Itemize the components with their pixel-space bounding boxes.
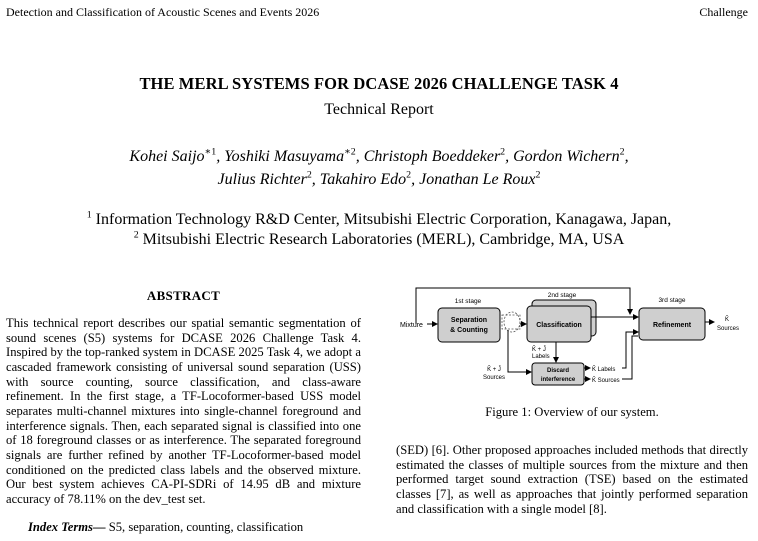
kj-sources-bottom: Sources	[482, 375, 506, 381]
author-affiliation-mark: 2	[406, 169, 412, 181]
author-separator: ,	[624, 148, 629, 165]
author-separator: ,	[411, 171, 420, 188]
author-name: Takahiro Edo	[319, 171, 407, 188]
k-labels: K̂ Labels	[592, 367, 616, 373]
classification-label: Classification	[536, 322, 582, 329]
stage1-label: 1st stage	[454, 298, 482, 305]
index-terms	[28, 520, 368, 535]
author-separator: ,	[505, 148, 514, 165]
paper-subtitle: Technical Report	[324, 101, 434, 118]
output-sources: Sources	[716, 326, 740, 332]
running-header-right: Challenge	[699, 5, 748, 19]
output-k: K̂	[724, 317, 730, 323]
figure-caption: Figure 1: Overview of our system.	[485, 405, 659, 419]
running-header-left: Detection and Classification of Acoustic Scenes and Events 2026	[6, 5, 320, 19]
refinement-label: Refinement	[652, 322, 692, 329]
author-separator: ,	[355, 148, 364, 165]
right-column-text: (SED) [6]. Other proposed approaches included methods that directly estimated the classes of multiple sources from the mixture and then performed target sound extraction (TSE) based on the estimated classes [7], as well as approaches that jointly performed separation and classification with a single model [8].	[396, 443, 748, 516]
mixture-label: Mixture	[400, 322, 423, 329]
interference-label: interference	[540, 377, 576, 383]
index-terms-text: S5, separation, counting, classification	[108, 520, 304, 534]
system-overview-figure	[396, 286, 748, 386]
author-affiliation-mark: 2	[535, 169, 541, 181]
separation-label: Separation	[450, 317, 488, 324]
affiliation-mark: 1	[86, 209, 92, 221]
discard-label: Discard	[546, 368, 570, 374]
stage3-label: 3rd stage	[658, 297, 686, 304]
author-name: Julius Richter	[217, 171, 307, 188]
author-line-1	[0, 148, 758, 166]
author-separator: ,	[216, 148, 225, 165]
author-affiliation-mark: 2	[306, 169, 312, 181]
kj-sources-top: K̂ + Ĵ	[487, 367, 501, 373]
affiliation-text: Mitsubishi Electric Research Laboratories (MERL), Cambridge, MA, USA	[142, 231, 625, 248]
author-separator: ,	[311, 171, 320, 188]
abstract-body: This technical report describes our spatial semantic segmentation of sound scenes (S5) systems for DCASE 2026 Challenge Task 4. Inspired by the top-ranked system in DCASE 2025 Task 4, we adopt a cascaded framework consisting of universal sound separation (USS) with source counting, source classification, and class-aware refinement. In the first stage, a TF-Locoformer-based USS model separates multi-channel mixtures into single-channel foreground and interference signals. Then, each separated signal is classified into one of 18 foreground classes or as interference. The separated foreground signals are further refined by another TF-Locoformer-based model conditioned on the predicted class labels and the observed mixture. Our best system achieves CA-PI-SDRi of 14.95 dB and mixture accuracy of 78.11% on the dev_test set.	[6, 316, 361, 506]
labels-small: Labels	[532, 354, 550, 360]
k-sources: K̂ Sources	[592, 378, 620, 384]
counting-label: & Counting	[450, 327, 488, 334]
separation-box	[438, 308, 500, 342]
author-affiliation-mark: 2	[619, 146, 625, 158]
stage2-label: 2nd stage	[547, 292, 577, 299]
author-name: Christoph Boeddeker	[363, 148, 501, 165]
author-affiliation-mark: 2	[500, 146, 506, 158]
author-line-2	[0, 171, 758, 189]
author-name: Kohei Saijo	[129, 148, 205, 165]
index-terms-label: Index Terms—	[28, 520, 106, 534]
author-affiliation-mark: ∗2	[344, 146, 356, 158]
affiliation-mark: 2	[133, 229, 139, 241]
affiliation-1	[0, 211, 758, 229]
labels-to-refinement-arrow	[622, 332, 638, 368]
author-name: Gordon Wichern	[513, 148, 620, 165]
system-diagram	[396, 286, 748, 386]
affiliation-text: Information Technology R&D Center, Mitsubishi Electric Corporation, Kanagawa, Japan,	[95, 211, 672, 228]
sources-to-refinement-line	[622, 336, 638, 379]
author-affiliation-mark: ∗1	[204, 146, 217, 158]
paper-title: THE MERL SYSTEMS FOR DCASE 2026 CHALLENGE TASK 4	[139, 74, 619, 93]
affiliation-2	[0, 231, 758, 249]
kj-labels-top: K̂ + Ĵ	[532, 347, 546, 353]
abstract-heading: ABSTRACT	[146, 288, 221, 303]
author-name: Jonathan Le Roux	[419, 171, 536, 188]
author-name: Yoshiki Masuyama	[224, 148, 345, 165]
